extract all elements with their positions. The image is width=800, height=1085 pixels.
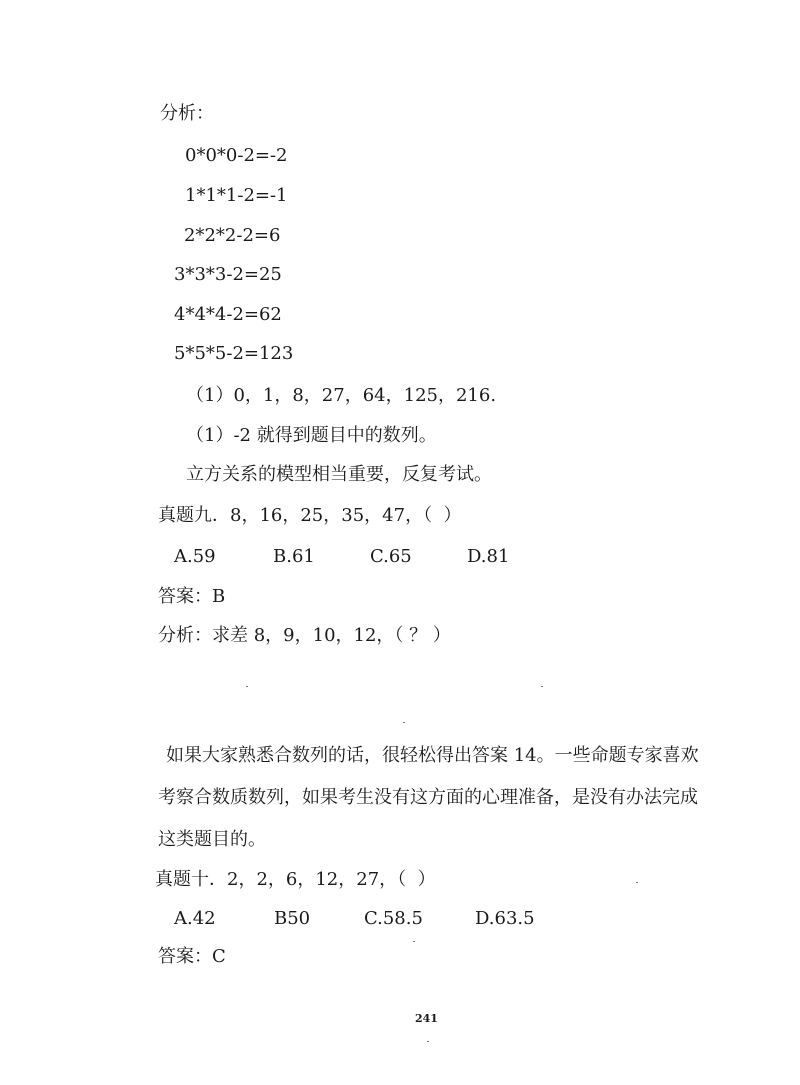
equation-line: 1*1*1-2=-1 [185,185,288,206]
option-c: C.65 [370,546,412,567]
equation-line: 3*3*3-2=25 [174,264,282,285]
scan-speck [541,686,543,687]
equation-line: 2*2*2-2=6 [184,225,281,246]
option-d: D.81 [467,546,510,567]
option-b: B50 [274,908,311,929]
scan-speck [246,686,248,687]
paragraph-line: 这类题目的。 [158,829,266,850]
paragraph-line: 如果大家熟悉合数列的话，很轻松得出答案 14。一些命题专家喜欢 [166,745,699,766]
answer-q9: 答案：B [158,586,226,607]
analysis-q9: 分析：求差 8，9，10，12，（ ？ ） [158,625,451,646]
equation-line: 0*0*0-2=-2 [185,145,288,166]
paragraph-line: 考察合数质数列，如果考生没有这方面的心理准备，是没有办法完成 [158,787,698,808]
scan-speck [636,882,638,883]
option-b: B.61 [273,546,315,567]
option-a: A.59 [174,546,216,567]
summary-text: 立方关系的模型相当重要，反复考试。 [186,464,492,485]
option-a: A.42 [174,908,216,929]
equation-line: 5*5*5-2=123 [174,343,294,364]
answer-q10: 答案：C [158,946,226,967]
option-c: C.58.5 [364,908,423,929]
scan-speck [403,722,405,723]
question-10: 真题十．2，2，6，12，27，（ ） [155,869,436,890]
question-9: 真题九．8，16，25，35，47，（ ） [158,505,462,526]
scan-speck [413,941,415,942]
page-number: 241 [415,1012,438,1025]
analysis-heading: 分析： [160,103,214,124]
sequence-note: （1）-2 就得到题目中的数列。 [186,425,437,446]
equation-line: 4*4*4-2=62 [174,304,282,325]
scan-speck [427,1041,429,1042]
option-d: D.63.5 [475,908,535,929]
sequence-line: （1）0，1，8，27，64，125，216. [186,385,497,406]
